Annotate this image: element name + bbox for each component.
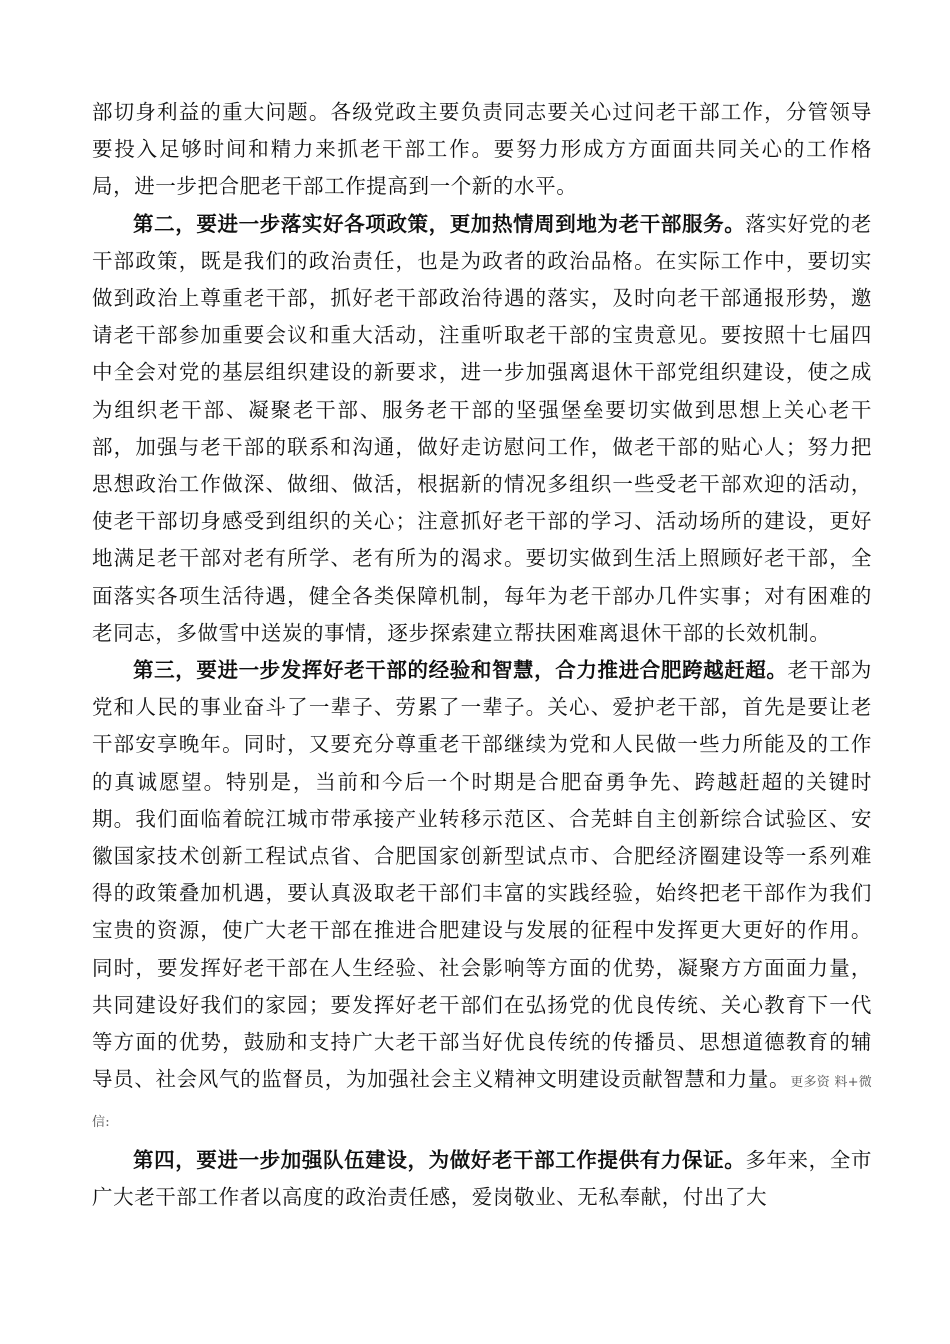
- paragraph-text: 多年来，全市广大老干部工作者以高度的政治责任感，爱岗敬业、无私奉献，付出了大: [92, 1147, 872, 1209]
- paragraph-text: 落实好党的老干部政策，既是我们的政治责任，也是为政者的政治品格。在实际工作中，要切实做到政治上尊重老干部，抓好老干部政治待遇的落实，及时向老干部通报形势，邀请老干部参加重要会议和重大活动，注重听取老干部的宝贵意见。要按照十七届四中全会对党的基层组织建设的新要求，进一步加强离退休干部党组织建设，使之成为组织老干部、凝聚老干部、服务老干部的坚强堡垒要切实做到思想上关心老干部，加强与老干部的联系和沟通，做好走访慰问工作，做老干部的贴心人；努力把思想政治工作做深、做细、做活，根据新的情况多组织一些受老干部欢迎的活动，使老干部切身感受到组织的关心；注意抓好老干部的学习、活动场所的建设，更好地满足老干部对老有所学、老有所为的渴求。要切实做到生活上照顾好老干部，全面落实各项生活待遇，健全各类保障机制，每年为老干部办几件实事；对有困难的老同志，多做雪中送炭的事情，逐步探索建立帮扶困难离退休干部的长效机制。: [92, 211, 872, 645]
- paragraph-text: 老干部为党和人民的事业奋斗了一辈子、劳累了一辈子。关心、爱护老干部，首先是要让老干部安享晚年。同时，又要充分尊重老干部继续为党和人民做一些力所能及的工作的真诚愿望。特别是，当前和今后一个时期是合肥奋勇争先、跨越赶超的关键时期。我们面临着皖江城市带承接产业转移示范区、合芜蚌自主创新综合试验区、安徽国家技术创新工程试点省、合肥国家创新型试点市、合肥经济圈建设等一系列难得的政策叠加机遇，要认真汲取老干部们丰富的实践经验，始终把老干部作为我们宝贵的资源，使广大老干部在推进合肥建设与发展的征程中发挥更大更好的作用。同时，要发挥好老干部在人生经验、社会影响等方面的优势，凝聚方方面面力量，共同建设好我们的家园；要发挥好老干部们在弘扬党的优良传统、关心教育下一代等方面的优势，鼓励和支持广大老干部当好优良传统的传播员、思想道德教育的辅导员、社会风气的监督员，为加强社会主义精神文明建设贡献智慧和力量。: [92, 658, 872, 1092]
- paragraph-continuation: [92, 94, 872, 206]
- paragraph-lead-heading: 第二，要进一步落实好各项政策，更加热情周到地为老干部服务。: [133, 211, 746, 236]
- paragraph-section-two: [92, 206, 872, 652]
- paragraph-text: 部切身利益的重大问题。各级党政主要负责同志要关心过问老干部工作，分管领导要投入足够时间和精力来抓老干部工作。要努力形成方方面面共同关心的工作格局，进一步把合肥老干部工作提高到一个新的水平。: [92, 100, 872, 199]
- document-body: [92, 94, 872, 1216]
- inline-note: 更多资 料+微信:: [92, 1075, 872, 1131]
- paragraph-section-three: [92, 652, 872, 1142]
- paragraph-section-four: [92, 1142, 872, 1216]
- paragraph-lead-heading: 第三，要进一步发挥好老干部的经验和智慧，合力推进合肥跨越赶超。: [133, 658, 788, 683]
- paragraph-lead-heading: 第四，要进一步加强队伍建设，为做好老干部工作提供有力保证。: [133, 1147, 746, 1172]
